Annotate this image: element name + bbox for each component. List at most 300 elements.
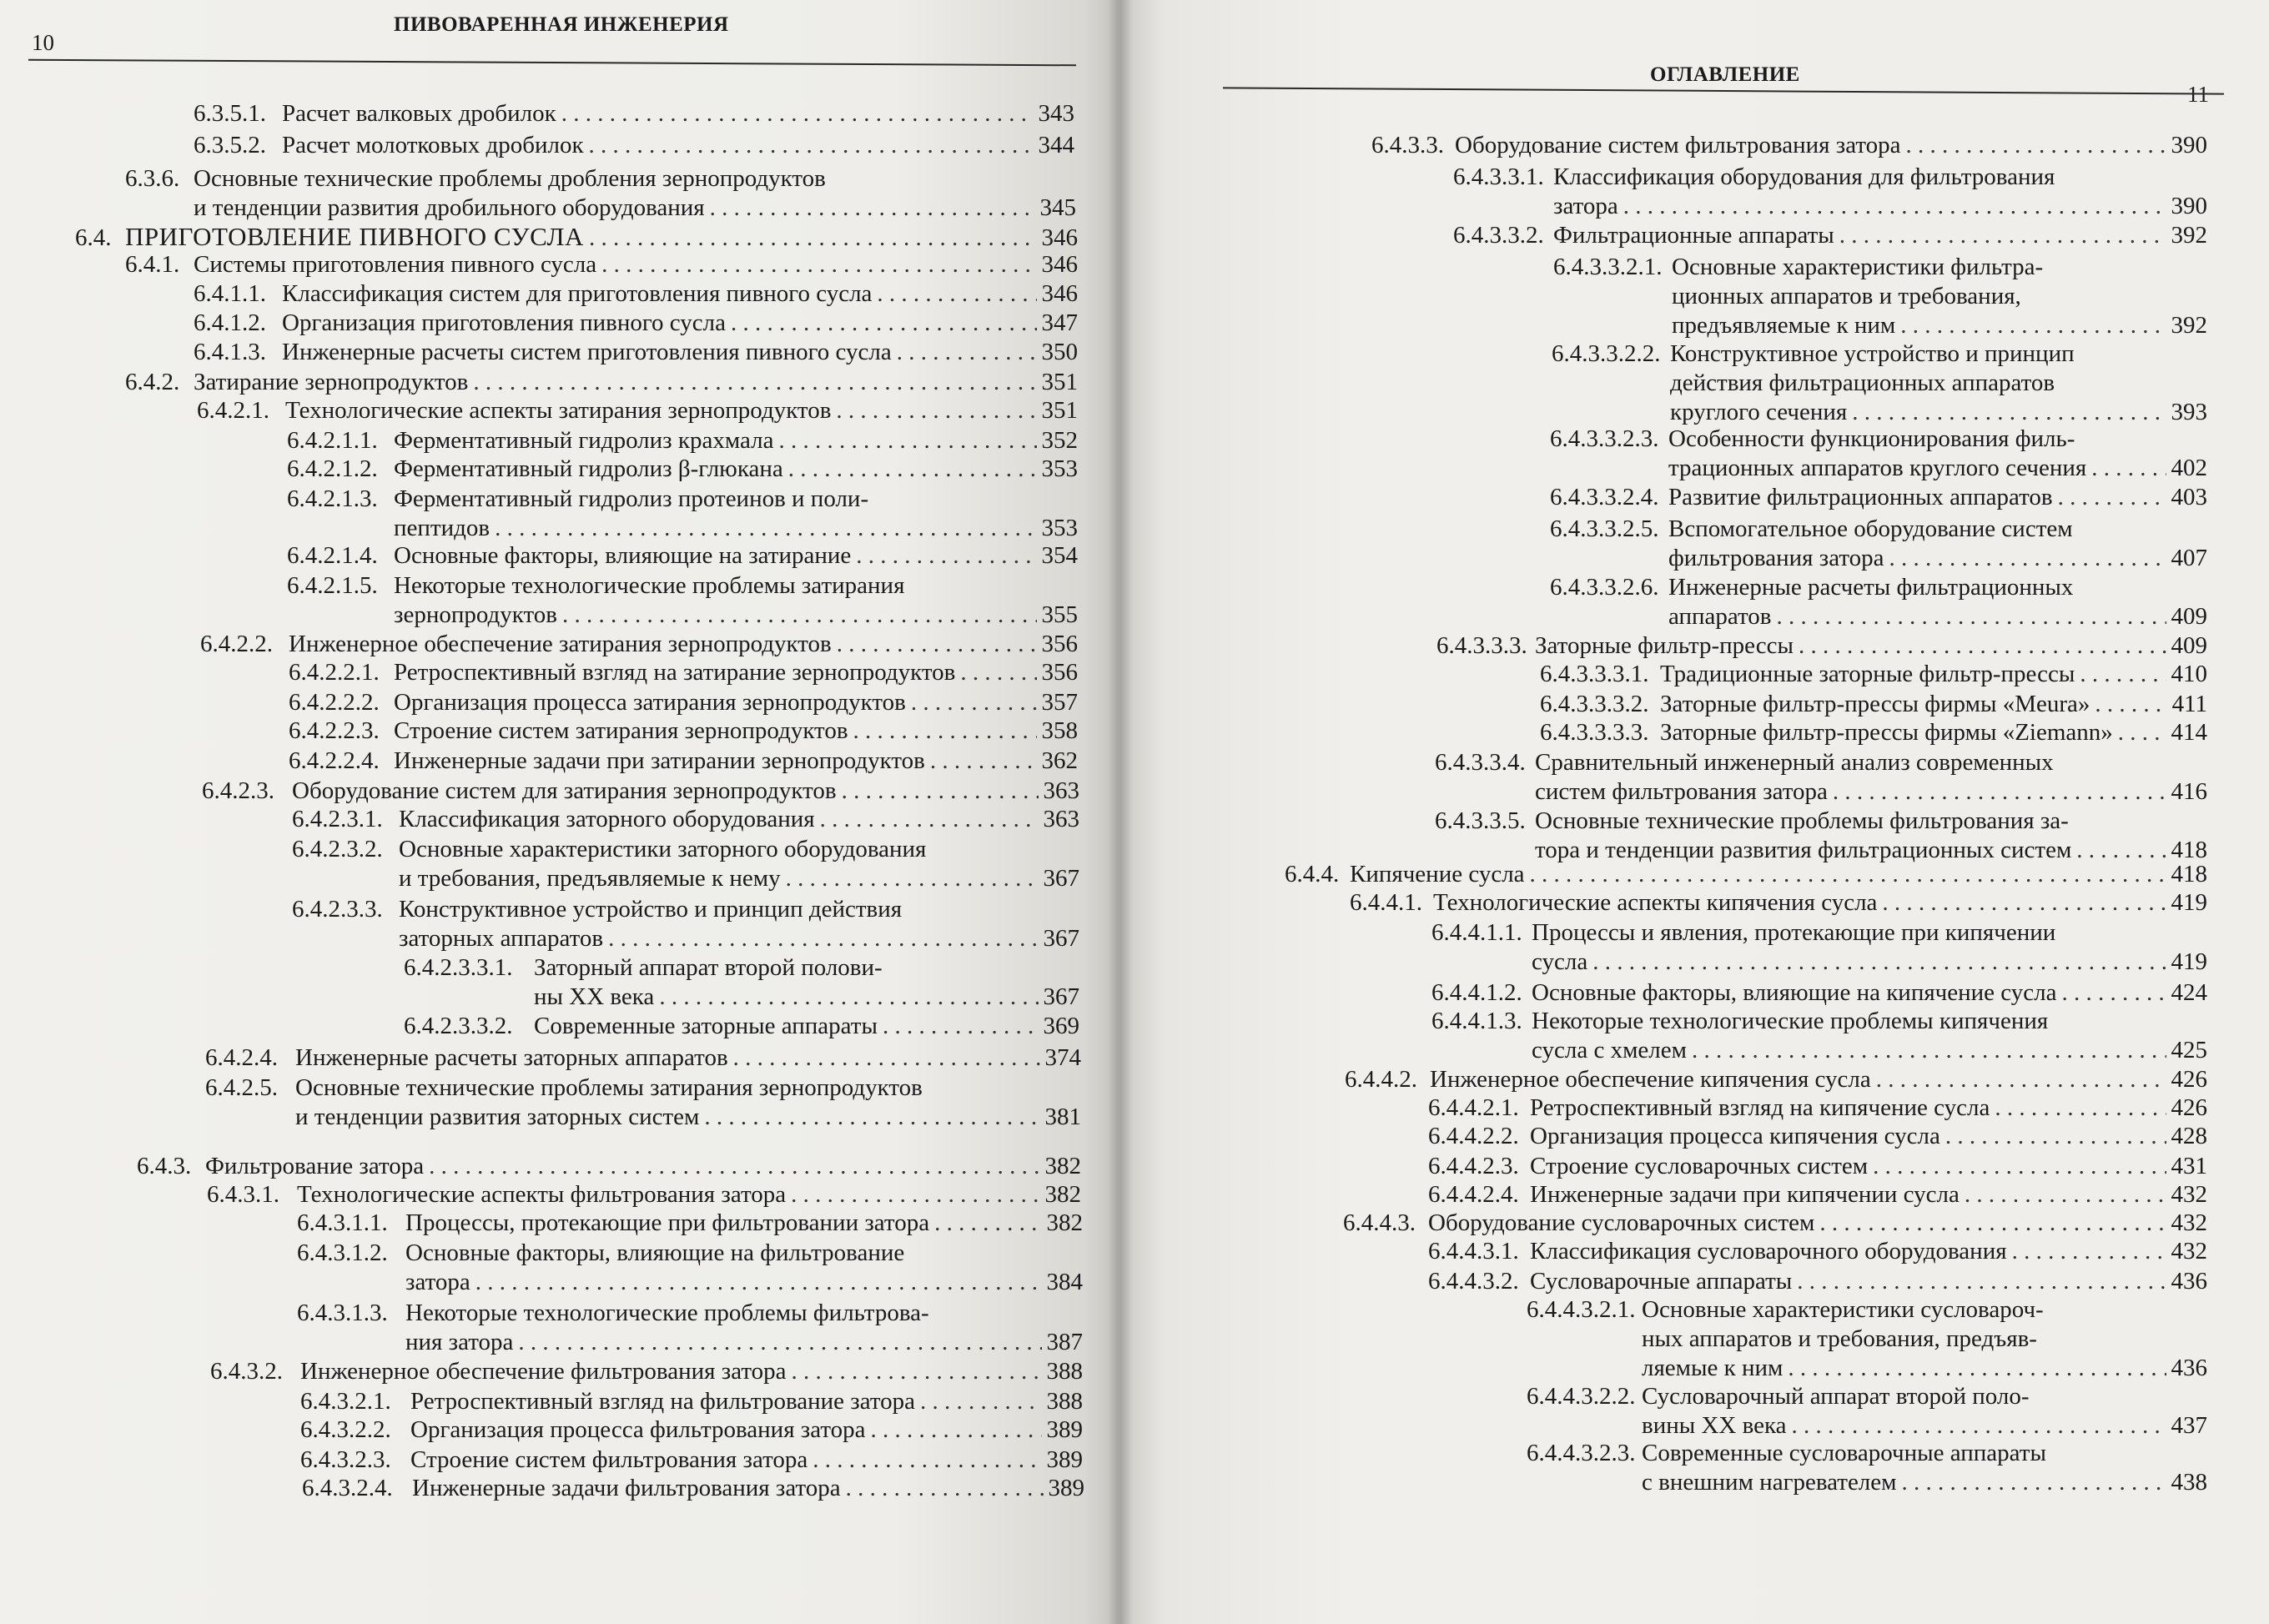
toc-entry-title: Ферментативный гидролиз протеинов и поли-	[394, 485, 869, 512]
toc-entry-title: ния затора	[405, 1329, 514, 1355]
toc-entry-number: 6.4.2.1.3.	[287, 485, 378, 512]
toc-entry-continuation[interactable]	[394, 516, 1078, 540]
toc-entry-page: 346	[1041, 280, 1078, 307]
left-page	[0, 0, 1118, 1624]
left-running-head: ПИВОВАРЕННАЯ ИНЖЕНЕРИЯ	[394, 13, 729, 36]
toc-entry-page: 382	[1046, 1209, 1083, 1236]
toc-entry-title: Некоторые технологические проблемы затирания	[394, 572, 905, 599]
toc-entry-page: 363	[1043, 777, 1079, 804]
toc-entry-number: 6.4.2.5.	[205, 1074, 278, 1101]
toc-entry-title: Современные заторные аппараты	[534, 1013, 878, 1039]
toc-entry-continuation[interactable]	[399, 927, 1079, 951]
toc-entry-title: Инженерное обеспечение затирания зернопродуктов	[289, 631, 832, 657]
toc-entry-number: 6.4.4.2.4.	[1428, 1181, 1519, 1208]
toc-entry-continuation[interactable]	[1668, 605, 2207, 629]
toc-entry[interactable]	[292, 837, 1079, 862]
toc-entry[interactable]	[287, 544, 1078, 568]
toc-entry-page: 346	[1041, 251, 1078, 278]
toc-entry-page: 354	[1041, 542, 1078, 569]
toc-leader-dots	[788, 457, 1037, 481]
toc-entry[interactable]	[292, 807, 1079, 832]
toc-entry-page: 381	[1044, 1104, 1081, 1130]
toc-entry[interactable]	[75, 224, 1078, 250]
toc-entry[interactable]	[404, 956, 1079, 980]
toc-entry-page: 407	[2171, 545, 2207, 571]
toc-leader-dots	[820, 807, 1039, 832]
toc-entry-page: 390	[2171, 193, 2207, 219]
toc-entry-title: ны ХХ века	[534, 983, 655, 1010]
right-running-head: ОГЛАВЛЕНИЕ	[1650, 63, 1800, 86]
right-header-rule	[1223, 87, 2224, 94]
toc-entry-page: 362	[1041, 747, 1078, 774]
toc-entry-title: Сравнительный инженерный анализ современных	[1535, 749, 2054, 776]
toc-leader-dots	[1900, 314, 2166, 338]
toc-entry[interactable]	[289, 719, 1078, 743]
toc-entry[interactable]	[194, 311, 1078, 335]
toc-entry-continuation[interactable]	[295, 1105, 1081, 1129]
toc-entry[interactable]	[1431, 1009, 2207, 1033]
toc-entry-page: 409	[2171, 632, 2207, 659]
toc-entry-page: 418	[2171, 861, 2207, 887]
toc-entry-continuation[interactable]	[1670, 371, 2207, 395]
toc-entry-title: Основные характеристики сусловароч-	[1642, 1296, 2044, 1323]
toc-entry-page: 367	[1043, 925, 1079, 952]
toc-entry[interactable]	[287, 574, 1078, 598]
toc-entry-number: 6.4.3.1.	[207, 1181, 279, 1208]
toc-entry[interactable]	[1285, 862, 2207, 887]
toc-entry[interactable]	[125, 370, 1078, 395]
toc-entry-number: 6.4.3.1.1.	[297, 1209, 388, 1236]
toc-entry-page: 424	[2171, 979, 2207, 1006]
toc-entry-title: Технологические аспекты кипячения сусла	[1433, 889, 1878, 916]
toc-leader-dots	[1799, 634, 2166, 658]
toc-entry-page: 416	[2171, 778, 2207, 805]
toc-entry-title: Классификация оборудования для фильтрования	[1553, 163, 2055, 190]
toc-leader-dots	[1530, 862, 2166, 887]
toc-entry-page: 409	[2171, 603, 2207, 630]
toc-entry[interactable]	[194, 102, 1074, 126]
toc-entry[interactable]	[1550, 485, 2207, 510]
toc-entry-number: 6.4.2.1.1.	[287, 427, 378, 454]
toc-entry-page: 425	[2171, 1037, 2207, 1063]
toc-entry-number: 6.4.4.1.2.	[1431, 979, 1522, 1006]
toc-entry-page: 432	[2171, 1181, 2207, 1208]
toc-leader-dots	[853, 719, 1037, 743]
toc-entry[interactable]	[1428, 1239, 2207, 1264]
toc-entry[interactable]	[1345, 1068, 2207, 1092]
toc-entry-number: 6.4.4.1.1.	[1431, 919, 1522, 946]
toc-entry-page: 411	[2171, 691, 2207, 717]
toc-entry-page: 426	[2171, 1094, 2207, 1121]
toc-leader-dots	[897, 340, 1037, 365]
toc-entry-title: Оборудование систем фильтрования затора	[1455, 132, 1901, 158]
toc-leader-dots	[473, 370, 1036, 395]
toc-entry[interactable]	[287, 457, 1078, 481]
toc-entry[interactable]	[300, 1390, 1083, 1414]
toc-entry-continuation[interactable]	[1642, 1356, 2207, 1380]
toc-entry-number: 6.4.2.1.4.	[287, 542, 378, 569]
toc-entry-continuation[interactable]	[1535, 780, 2207, 804]
toc-entry[interactable]	[297, 1301, 1083, 1325]
toc-entry-number: 6.4.3.3.2.5.	[1550, 515, 1659, 542]
toc-leader-dots	[2080, 662, 2166, 686]
toc-leader-dots	[589, 133, 1034, 158]
toc-leader-dots	[1902, 1471, 2166, 1495]
toc-entry-page: 432	[2171, 1209, 2207, 1236]
toc-entry-number: 6.4.2.3.2.	[292, 836, 383, 862]
toc-entry-page: 418	[2171, 837, 2207, 863]
toc-entry-page: 389	[1048, 1475, 1084, 1501]
toc-entry[interactable]	[1350, 891, 2207, 915]
toc-entry-continuation[interactable]	[1642, 1471, 2207, 1495]
toc-entry-number: 6.4.4.2.1.	[1428, 1094, 1519, 1121]
toc-entry[interactable]	[197, 399, 1078, 423]
toc-entry[interactable]	[207, 1183, 1081, 1207]
toc-entry[interactable]	[297, 1241, 1083, 1265]
toc-entry-title: Основные технические проблемы дробления зернопродуктов	[194, 165, 826, 192]
toc-entry-number: 6.4.3.3.4.	[1435, 749, 1526, 776]
toc-leader-dots	[836, 399, 1036, 423]
toc-entry-continuation[interactable]	[534, 985, 1079, 1009]
toc-entry-continuation[interactable]	[1532, 1038, 2207, 1063]
toc-entry-continuation[interactable]	[1553, 194, 2207, 219]
toc-entry-title: с внешним нагревателем	[1642, 1469, 1897, 1496]
toc-entry-page: 346	[1041, 224, 1078, 251]
toc-entry-page: 351	[1041, 397, 1078, 424]
toc-entry-page: 352	[1041, 427, 1078, 454]
toc-entry[interactable]	[1527, 1441, 2207, 1466]
toc-leader-dots	[1876, 1068, 2166, 1092]
toc-entry-title: Инженерное обеспечение фильтрования затора	[300, 1358, 787, 1385]
toc-leader-dots	[1797, 1270, 2166, 1294]
toc-entry-continuation[interactable]	[1668, 546, 2207, 571]
toc-entry-title: Основные характеристики фильтра-	[1672, 254, 2044, 280]
toc-entry-title: Оборудование сусловарочных систем	[1428, 1209, 1815, 1236]
toc-entry-page: 419	[2171, 889, 2207, 916]
toc-leader-dots	[1995, 1096, 2166, 1120]
toc-leader-dots	[2012, 1239, 2166, 1264]
toc-entry[interactable]	[200, 632, 1078, 656]
toc-entry-page: 426	[2171, 1066, 2207, 1093]
toc-entry-title: Инженерные задачи фильтрования затора	[412, 1475, 841, 1501]
toc-entry-page: 367	[1043, 983, 1079, 1010]
toc-entry-continuation[interactable]	[194, 196, 1076, 220]
toc-entry-page: 414	[2171, 719, 2207, 746]
right-folio: 11	[2187, 82, 2209, 107]
toc-entry-number: 6.4.2.3.1.	[292, 806, 383, 832]
toc-entry-title: Организация приготовления пивного сусла	[282, 309, 726, 336]
toc-entry-page: 351	[1041, 369, 1078, 395]
toc-entry-page: 384	[1046, 1269, 1083, 1295]
toc-entry-page: 392	[2171, 312, 2207, 339]
toc-entry[interactable]	[1550, 576, 2207, 600]
toc-entry-title: Основные характеристики заторного оборудования	[399, 836, 927, 862]
toc-entry-title: Инженерные задачи при кипячении сусла	[1530, 1181, 1960, 1208]
toc-entry-continuation[interactable]	[1535, 838, 2207, 862]
toc-entry-number: 6.4.3.3.3.1.	[1540, 661, 1649, 687]
toc-leader-dots	[601, 253, 1036, 277]
toc-entry-title: Некоторые технологические проблемы фильтрова-	[405, 1300, 929, 1326]
toc-entry-number: 6.4.3.	[137, 1153, 192, 1179]
toc-entry-title: Вспомогательное оборудование систем	[1668, 515, 2073, 542]
toc-entry-number: 6.4.3.3.3.	[1436, 632, 1527, 659]
toc-entry-page: 402	[2171, 455, 2207, 481]
toc-entry-title: заторных аппаратов	[399, 925, 604, 952]
toc-entry-number: 6.4.3.3.2.3.	[1550, 425, 1659, 452]
toc-leader-dots	[1623, 194, 2166, 219]
toc-entry[interactable]	[287, 429, 1078, 453]
toc-entry-number: 6.4.3.2.3.	[300, 1446, 391, 1473]
toc-entry[interactable]	[194, 340, 1078, 365]
toc-entry[interactable]	[1431, 921, 2207, 945]
toc-leader-dots	[837, 632, 1037, 656]
toc-entry-title: предъявляемые к ним	[1672, 312, 1896, 339]
toc-entry[interactable]	[1540, 692, 2207, 716]
toc-entry-title: Фильтрование затора	[205, 1153, 425, 1179]
toc-leader-dots	[791, 1360, 1041, 1384]
toc-leader-dots	[659, 985, 1038, 1009]
toc-entry-continuation[interactable]	[405, 1270, 1083, 1295]
toc-entry-title: Основные факторы, влияющие на кипячение сусла	[1532, 979, 2057, 1006]
toc-entry[interactable]	[302, 1476, 1084, 1501]
toc-entry-title: Инженерное обеспечение кипячения сусла	[1430, 1066, 1871, 1093]
toc-leader-dots	[562, 603, 1037, 627]
toc-entry[interactable]	[1550, 427, 2207, 451]
toc-leader-dots	[778, 429, 1036, 453]
toc-entry[interactable]	[289, 661, 1078, 685]
toc-leader-dots	[731, 311, 1037, 335]
toc-entry[interactable]	[1540, 721, 2207, 745]
toc-entry-title: Кипячение сусла	[1350, 861, 1525, 887]
toc-entry-title: Современные сусловарочные аппараты	[1642, 1440, 2046, 1466]
toc-entry-number: 6.4.4.1.3.	[1431, 1008, 1522, 1034]
toc-entry[interactable]	[1428, 1124, 2207, 1149]
toc-leader-dots	[1819, 1211, 2166, 1235]
toc-entry-continuation[interactable]	[1672, 284, 2207, 309]
toc-entry-continuation[interactable]	[1668, 456, 2207, 480]
right-page	[1118, 0, 2269, 1624]
toc-entry-number: 6.4.4.3.2.2.	[1527, 1383, 1636, 1410]
toc-entry-number: 6.4.3.3.2.4.	[1550, 484, 1659, 510]
toc-entry-title: Основные технические проблемы затирания зернопродуктов	[295, 1074, 923, 1101]
toc-leader-dots	[1905, 133, 2166, 158]
toc-entry-continuation[interactable]	[1642, 1327, 2207, 1351]
toc-entry-title: ционных аппаратов и требования,	[1672, 283, 2021, 309]
toc-entry[interactable]	[1428, 1183, 2207, 1207]
toc-entry-title: Строение сусловарочных систем	[1530, 1153, 1869, 1179]
toc-leader-dots	[911, 691, 1037, 715]
toc-entry-page: 347	[1041, 309, 1078, 336]
toc-entry[interactable]	[1453, 224, 2207, 248]
toc-entry[interactable]	[194, 133, 1074, 158]
toc-entry[interactable]	[1540, 662, 2207, 686]
toc-entry-title: Инженерные расчеты систем приготовления пивного сусла	[282, 339, 892, 365]
toc-entry-continuation[interactable]	[405, 1330, 1083, 1355]
toc-entry-number: 6.3.5.1.	[194, 100, 266, 127]
toc-entry-title: Строение систем фильтрования затора	[410, 1446, 808, 1473]
toc-entry-title: Особенности функционирования филь-	[1668, 425, 2075, 452]
toc-entry-page: 382	[1044, 1153, 1081, 1179]
toc-leader-dots	[813, 1448, 1041, 1472]
toc-entry-title: круглого сечения	[1670, 399, 1848, 425]
toc-entry[interactable]	[292, 897, 1079, 922]
toc-entry-title: Ферментативный гидролиз β-глюкана	[394, 455, 783, 482]
toc-entry[interactable]	[1431, 981, 2207, 1005]
toc-leader-dots	[2118, 721, 2166, 745]
toc-entry-title: ных аппаратов и требования, предъяв-	[1642, 1325, 2037, 1352]
toc-entry-number: 6.4.1.1.	[194, 280, 266, 307]
toc-leader-dots	[710, 196, 1035, 220]
toc-entry-title: сусла с хмелем	[1532, 1037, 1687, 1063]
toc-entry-number: 6.4.2.3.3.	[292, 896, 383, 923]
toc-entry[interactable]	[1436, 634, 2207, 658]
toc-entry[interactable]	[289, 691, 1078, 715]
toc-entry-continuation[interactable]	[1642, 1414, 2207, 1438]
toc-entry-title: Заторные фильтр-прессы	[1535, 632, 1794, 659]
toc-entry-title: Классификация заторного оборудования	[399, 806, 815, 832]
toc-leader-dots	[518, 1330, 1041, 1355]
toc-entry[interactable]	[125, 253, 1078, 277]
toc-entry-number: 6.4.2.	[125, 369, 180, 395]
toc-entry[interactable]	[1527, 1298, 2207, 1322]
toc-leader-dots	[704, 1105, 1039, 1129]
toc-entry[interactable]	[1435, 751, 2207, 775]
toc-entry-continuation[interactable]	[1672, 314, 2207, 338]
toc-entry-page: 431	[2171, 1153, 2207, 1179]
toc-entry[interactable]	[287, 487, 1078, 511]
toc-entry[interactable]	[1453, 165, 2207, 189]
toc-entry-title: затора	[1553, 193, 1618, 219]
toc-entry-number: 6.3.6.	[125, 165, 180, 192]
toc-entry-number: 6.4.1.2.	[194, 309, 266, 336]
toc-entry[interactable]	[1550, 517, 2207, 541]
toc-entry[interactable]	[1428, 1154, 2207, 1179]
toc-leader-dots	[1788, 1356, 2166, 1380]
toc-entry[interactable]	[1552, 342, 2207, 366]
toc-entry-number: 6.4.4.	[1285, 861, 1340, 887]
toc-entry-title: Технологические аспекты фильтрования затора	[297, 1181, 787, 1208]
toc-entry[interactable]	[194, 282, 1078, 306]
toc-entry-title: ляемые к ним	[1642, 1355, 1784, 1381]
toc-entry-number: 6.4.4.3.2.1.	[1527, 1296, 1636, 1323]
toc-entry[interactable]	[202, 779, 1079, 803]
toc-entry-title: Основные факторы, влияющие на затирание	[394, 542, 852, 569]
toc-entry[interactable]	[300, 1448, 1083, 1472]
toc-entry-number: 6.4.3.3.	[1371, 132, 1444, 158]
toc-entry-page: 389	[1046, 1446, 1083, 1473]
toc-entry-title: Развитие фильтрационных аппаратов	[1668, 484, 2053, 510]
toc-entry-title: Заторный аппарат второй полови-	[534, 954, 883, 981]
toc-entry[interactable]	[210, 1360, 1083, 1384]
toc-entry-page: 355	[1041, 601, 1078, 628]
toc-leader-dots	[475, 1270, 1042, 1295]
toc-entry[interactable]	[1553, 255, 2207, 279]
toc-leader-dots	[2095, 692, 2166, 716]
toc-entry-page: 356	[1041, 659, 1078, 686]
toc-entry-page: 436	[2171, 1355, 2207, 1381]
toc-entry-page: 353	[1041, 455, 1078, 482]
toc-leader-dots	[495, 516, 1036, 540]
toc-entry-title: Заторные фильтр-прессы фирмы «Meura»	[1660, 691, 2090, 717]
toc-entry-title: систем фильтрования затора	[1535, 778, 1828, 805]
toc-entry[interactable]	[1428, 1096, 2207, 1120]
toc-entry-number: 6.4.3.3.2.2.	[1552, 340, 1661, 367]
toc-leader-dots	[1777, 605, 2166, 629]
toc-entry-continuation[interactable]	[399, 867, 1079, 891]
toc-entry[interactable]	[289, 749, 1078, 773]
toc-leader-dots	[2076, 838, 2166, 862]
toc-entry-page: 363	[1043, 806, 1079, 832]
toc-entry-title: зернопродуктов	[394, 601, 557, 628]
toc-entry[interactable]	[1428, 1270, 2207, 1294]
toc-entry-title: Классификация систем для приготовления пивного сусла	[282, 280, 873, 307]
toc-entry-page: 438	[2171, 1469, 2207, 1496]
toc-entry[interactable]	[297, 1211, 1083, 1235]
toc-entry-title: затора	[405, 1269, 470, 1295]
toc-entry-number: 6.4.3.3.3.2.	[1540, 691, 1649, 717]
toc-leader-dots	[2062, 981, 2166, 1005]
toc-leader-dots	[608, 927, 1038, 951]
toc-entry-title: и тенденции развития заторных систем	[295, 1104, 700, 1130]
toc-entry-number: 6.4.3.3.1.	[1453, 163, 1544, 190]
toc-entry[interactable]	[1435, 809, 2207, 833]
toc-entry-title: вины ХХ века	[1642, 1412, 1787, 1439]
toc-entry-number: 6.4.2.4.	[205, 1044, 278, 1071]
toc-entry-title: Организация процесса затирания зернопродуктов	[394, 689, 906, 716]
toc-entry-title: Ретроспективный взгляд на кипячение сусла	[1530, 1094, 1990, 1121]
toc-entry[interactable]	[1343, 1211, 2207, 1235]
toc-entry-number: 6.4.4.3.2.3.	[1527, 1440, 1636, 1466]
toc-entry-continuation[interactable]	[1532, 950, 2207, 974]
toc-entry-title: Ретроспективный взгляд на фильтрование затора	[410, 1388, 916, 1415]
toc-entry-page: 367	[1043, 865, 1079, 892]
toc-entry[interactable]	[137, 1154, 1081, 1179]
toc-entry-number: 6.4.2.1.	[197, 397, 269, 424]
toc-entry[interactable]	[205, 1046, 1081, 1070]
toc-entry-number: 6.4.2.3.3.2.	[404, 1013, 513, 1039]
toc-entry-number: 6.4.2.3.	[202, 777, 274, 804]
toc-entry[interactable]	[205, 1076, 1081, 1100]
toc-entry[interactable]	[300, 1418, 1083, 1442]
toc-entry[interactable]	[1527, 1385, 2207, 1409]
toc-entry-number: 6.4.1.	[125, 251, 180, 278]
toc-entry-page: 382	[1044, 1181, 1081, 1208]
toc-entry-continuation[interactable]	[394, 603, 1078, 627]
toc-entry-number: 6.4.4.3.	[1343, 1209, 1416, 1236]
toc-entry-number: 6.4.4.2.2.	[1428, 1123, 1519, 1149]
toc-entry-title: Ретроспективный взгляд на затирание зернопродуктов	[394, 659, 956, 686]
toc-entry-page: 388	[1046, 1388, 1083, 1415]
toc-leader-dots	[1873, 1154, 2166, 1179]
toc-entry[interactable]	[404, 1014, 1079, 1038]
toc-entry-number: 6.4.2.1.5.	[287, 572, 378, 599]
toc-entry-title: сусла	[1532, 948, 1588, 975]
toc-entry-title: и тенденции развития дробильного оборудования	[194, 194, 705, 221]
toc-entry-continuation[interactable]	[1670, 400, 2207, 425]
toc-leader-dots	[920, 1390, 1041, 1414]
toc-entry-title: Оборудование систем для затирания зернопродуктов	[292, 777, 837, 804]
toc-entry-number: 6.4.1.3.	[194, 339, 266, 365]
toc-leader-dots	[1792, 1414, 2166, 1438]
toc-entry-title: Классификация сусловарочного оборудования	[1530, 1238, 2007, 1265]
toc-leader-dots	[1833, 780, 2166, 804]
toc-leader-dots	[856, 544, 1036, 568]
toc-entry[interactable]	[125, 167, 1076, 191]
toc-entry[interactable]	[1371, 133, 2207, 158]
toc-entry-number: 6.4.2.1.2.	[287, 455, 378, 482]
toc-entry-title: пептидов	[394, 515, 491, 541]
toc-entry-number: 6.4.2.2.2.	[289, 689, 380, 716]
